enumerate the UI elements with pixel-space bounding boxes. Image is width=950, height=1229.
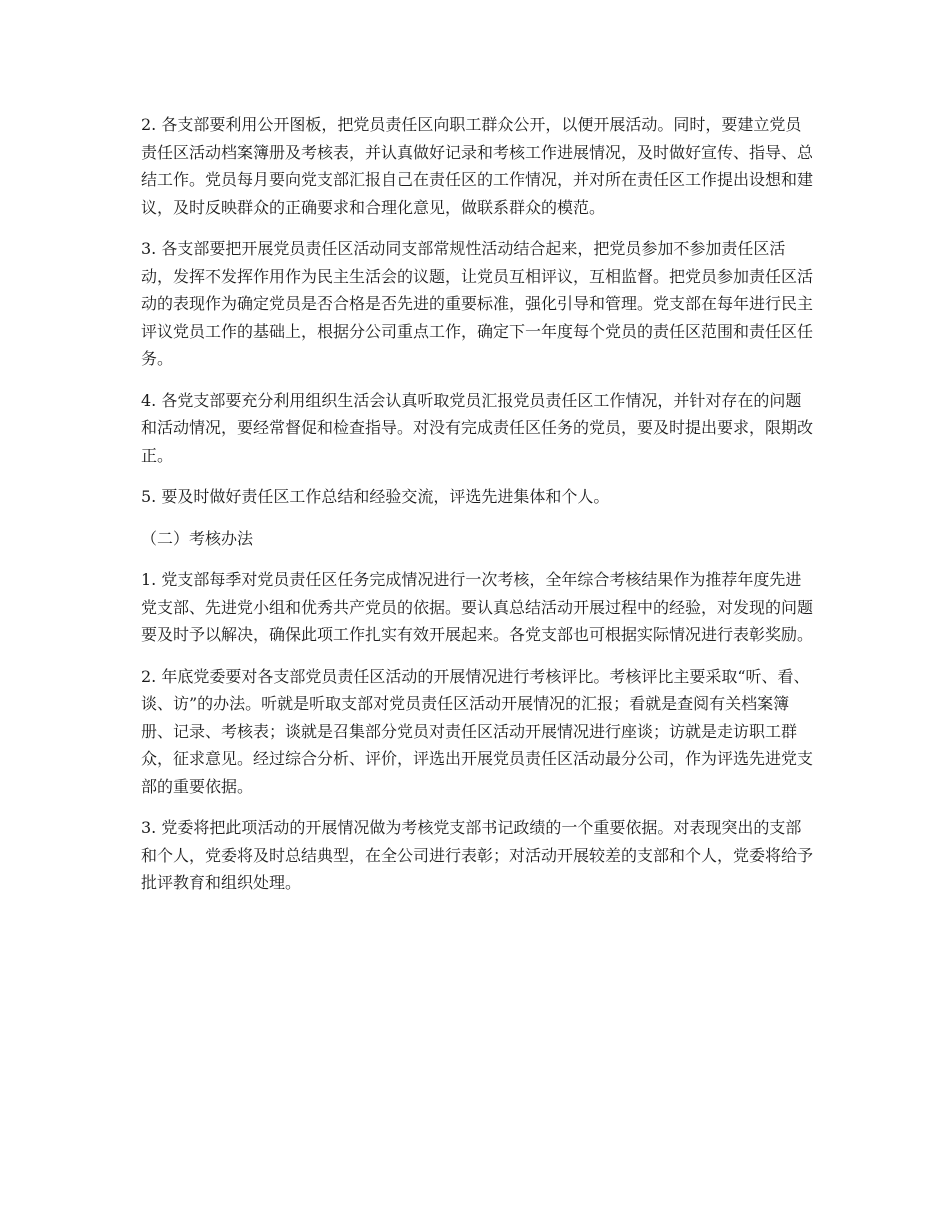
paragraph-item-4: 4. 各党支部要充分利用组织生活会认真听取党员汇报党员责任区工作情况，并针对存在的问题和活动情况，要经常督促和检查指导。对没有完成责任区任务的党员，要及时提出要求，限期改正。 [141, 390, 814, 465]
paragraph-item-5: 5. 要及时做好责任区工作总结和经验交流，评选先进集体和个人。 [141, 487, 610, 506]
paragraph-item-2: 2. 各支部要利用公开图板，把党员责任区向职工群众公开，以便开展活动。同时，要建立党员责任区活动档案簿册及考核表，并认真做好记录和考核工作进展情况，及时做好宣传、指导、总结工作。党员每月要向党支部汇报自己在责任区的工作情况，并对所在责任区工作提出设想和建议，及时反映群众的正确要求和合理化意见，做联系群众的模范。 [141, 115, 814, 217]
assessment-item-2: 2. 年底党委要对各支部党员责任区活动的开展情况进行考核评比。考核评比主要采取“听、看、谈、访”的办法。听就是听取支部对党员责任区活动开展情况的汇报；看就是查阅有关档案簿册、记录、考核表；谈就是召集部分党员对责任区活动开展情况进行座谈；访就是走访职工群众，征求意见。经过综合分析、评价，评选出开展党员责任区活动最分公司，作为评选先进党支部的重要依据。 [141, 666, 814, 796]
assessment-item-3: 3. 党委将把此项活动的开展情况做为考核党支部书记政绩的一个重要依据。对表现突出的支部和个人，党委将及时总结典型，在全公司进行表彰；对活动开展较差的支部和个人，党委将给予批评教育和组织处理。 [141, 818, 814, 892]
section-heading-assessment: （二）考核办法 [141, 528, 254, 548]
assessment-item-1: 1. 党支部每季对党员责任区任务完成情况进行一次考核，全年综合考核结果作为推荐年度先进党支部、先进党小组和优秀共产党员的依据。要认真总结活动开展过程中的经验，对发现的问题要及时予以解决，确保此项工作扎实有效开展起来。各党支部也可根据实际情况进行表彰奖励。 [141, 570, 814, 644]
document-body [141, 111, 813, 911]
paragraph-item-3: 3. 各支部要把开展党员责任区活动同支部常规性活动结合起来，把党员参加不参加责任区活动，发挥不发挥作用作为民主生活会的议题，让党员互相评议，互相监督。把党员参加责任区活动的表现作为确定党员是否合格是否先进的重要标准，强化引导和管理。党支部在每年进行民主评议党员工作的基础上，根据分公司重点工作，确定下一年度每个党员的责任区范围和责任区任务。 [141, 239, 814, 368]
